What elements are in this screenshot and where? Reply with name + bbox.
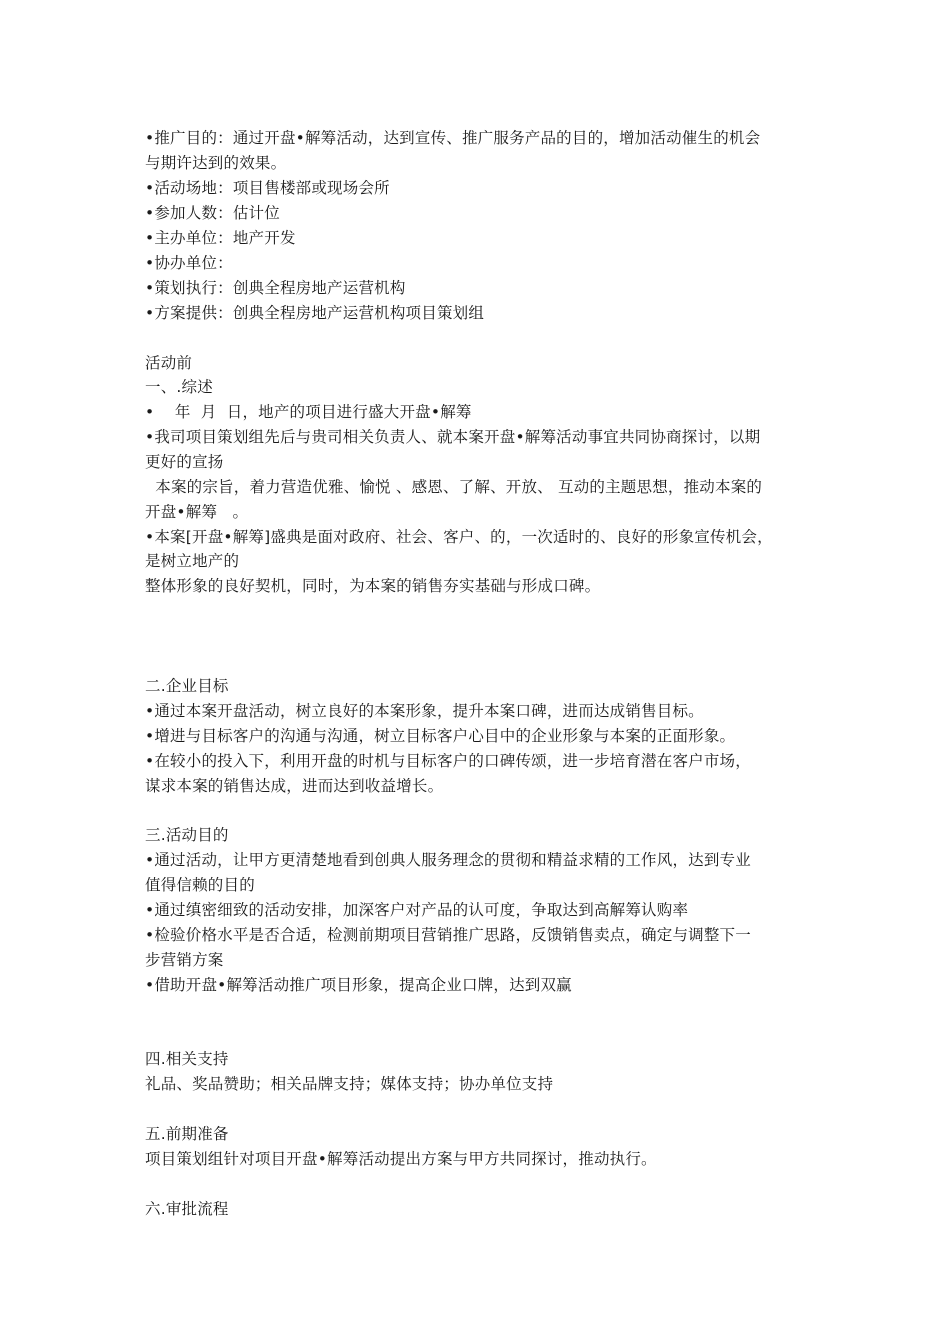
section-6-title: 六.审批流程 — [145, 1200, 229, 1218]
section-1-line: •我司项目策划组先后与贵司相关负责人、就本案开盘•解筹活动事宜共同协商探讨，以期 — [145, 428, 761, 446]
section-5-line: 项目策划组针对项目开盘•解筹活动提出方案与甲方共同探讨，推动执行。 — [145, 1150, 657, 1168]
section-3-line: 步营销方案 — [145, 951, 224, 969]
section-1-line: • 年 月 日，地产的项目进行盛大开盘•解筹 — [145, 403, 472, 421]
section-1-title: 一、.综述 — [145, 378, 213, 396]
section-3-line: 值得信赖的目的 — [145, 876, 255, 894]
provider-line: •方案提供：创典全程房地产运营机构项目策划组 — [145, 304, 485, 322]
section-3-line: •通过缜密细致的活动安排，加深客户对产品的认可度，争取达到高解筹认购率 — [145, 901, 689, 919]
section-1-line: 整体形象的良好契机，同时，为本案的销售夯实基础与形成口碑。 — [145, 577, 601, 595]
section-1-line: 更好的宣扬 — [145, 453, 224, 471]
section-2-line: •增进与目标客户的沟通与沟通，树立目标客户心目中的企业形象与本案的正面形象。 — [145, 727, 736, 745]
co-organizer-line: •协办单位： — [145, 254, 233, 272]
section-1-line: 是树立地产的 — [145, 552, 240, 570]
section-4-title: 四.相关支持 — [145, 1050, 229, 1068]
organizer-line: •主办单位：地产开发 — [145, 229, 296, 247]
section-heading-before: 活动前 — [145, 354, 193, 372]
section-5-title: 五.前期准备 — [145, 1125, 229, 1143]
section-2-line: 谋求本案的销售达成，进而达到收益增长。 — [145, 777, 444, 795]
section-3-line: •检验价格水平是否合适，检测前期项目营销推广思路，反馈销售卖点，确定与调整下一 — [145, 926, 751, 944]
section-2-title: 二.企业目标 — [145, 677, 229, 695]
section-2-line: •通过本案开盘活动，树立良好的本案形象，提升本案口碑，进而达成销售目标。 — [145, 702, 704, 720]
section-3-line: •借助开盘•解筹活动推广项目形象，提高企业口牌，达到双赢 — [145, 976, 572, 994]
section-3-title: 三.活动目的 — [145, 826, 229, 844]
section-1-line: 本案的宗旨，着力营造优雅、愉悦 、感恩、了解、开放、 互动的主题思想，推动本案的 — [145, 478, 763, 496]
attendance-line: •参加人数：估计位 — [145, 204, 280, 222]
section-2-line: •在较小的投入下，利用开盘的时机与目标客户的口碑传颂，进一步培育潜在客户市场， — [145, 752, 751, 770]
executor-line: •策划执行：创典全程房地产运营机构 — [145, 279, 406, 297]
section-1-line: •本案[开盘•解筹]盛典是面对政府、社会、客户、的，一次适时的、良好的形象宣传机会， — [145, 528, 773, 546]
section-4-line: 礼品、奖品赞助；相关品牌支持；媒体支持；协办单位支持 — [145, 1075, 554, 1093]
section-3-line: •通过活动，让甲方更清楚地看到创典人服务理念的贯彻和精益求精的工作风，达到专业 — [145, 851, 751, 869]
venue-line: •活动场地：项目售楼部或现场会所 — [145, 179, 390, 197]
purpose-line-cont: 与期许达到的效果。 — [145, 154, 287, 172]
purpose-line: •推广目的：通过开盘•解筹活动，达到宣传、推广服务产品的目的，增加活动催生的机会 — [145, 129, 761, 147]
section-1-line: 开盘•解筹 。 — [145, 503, 249, 521]
